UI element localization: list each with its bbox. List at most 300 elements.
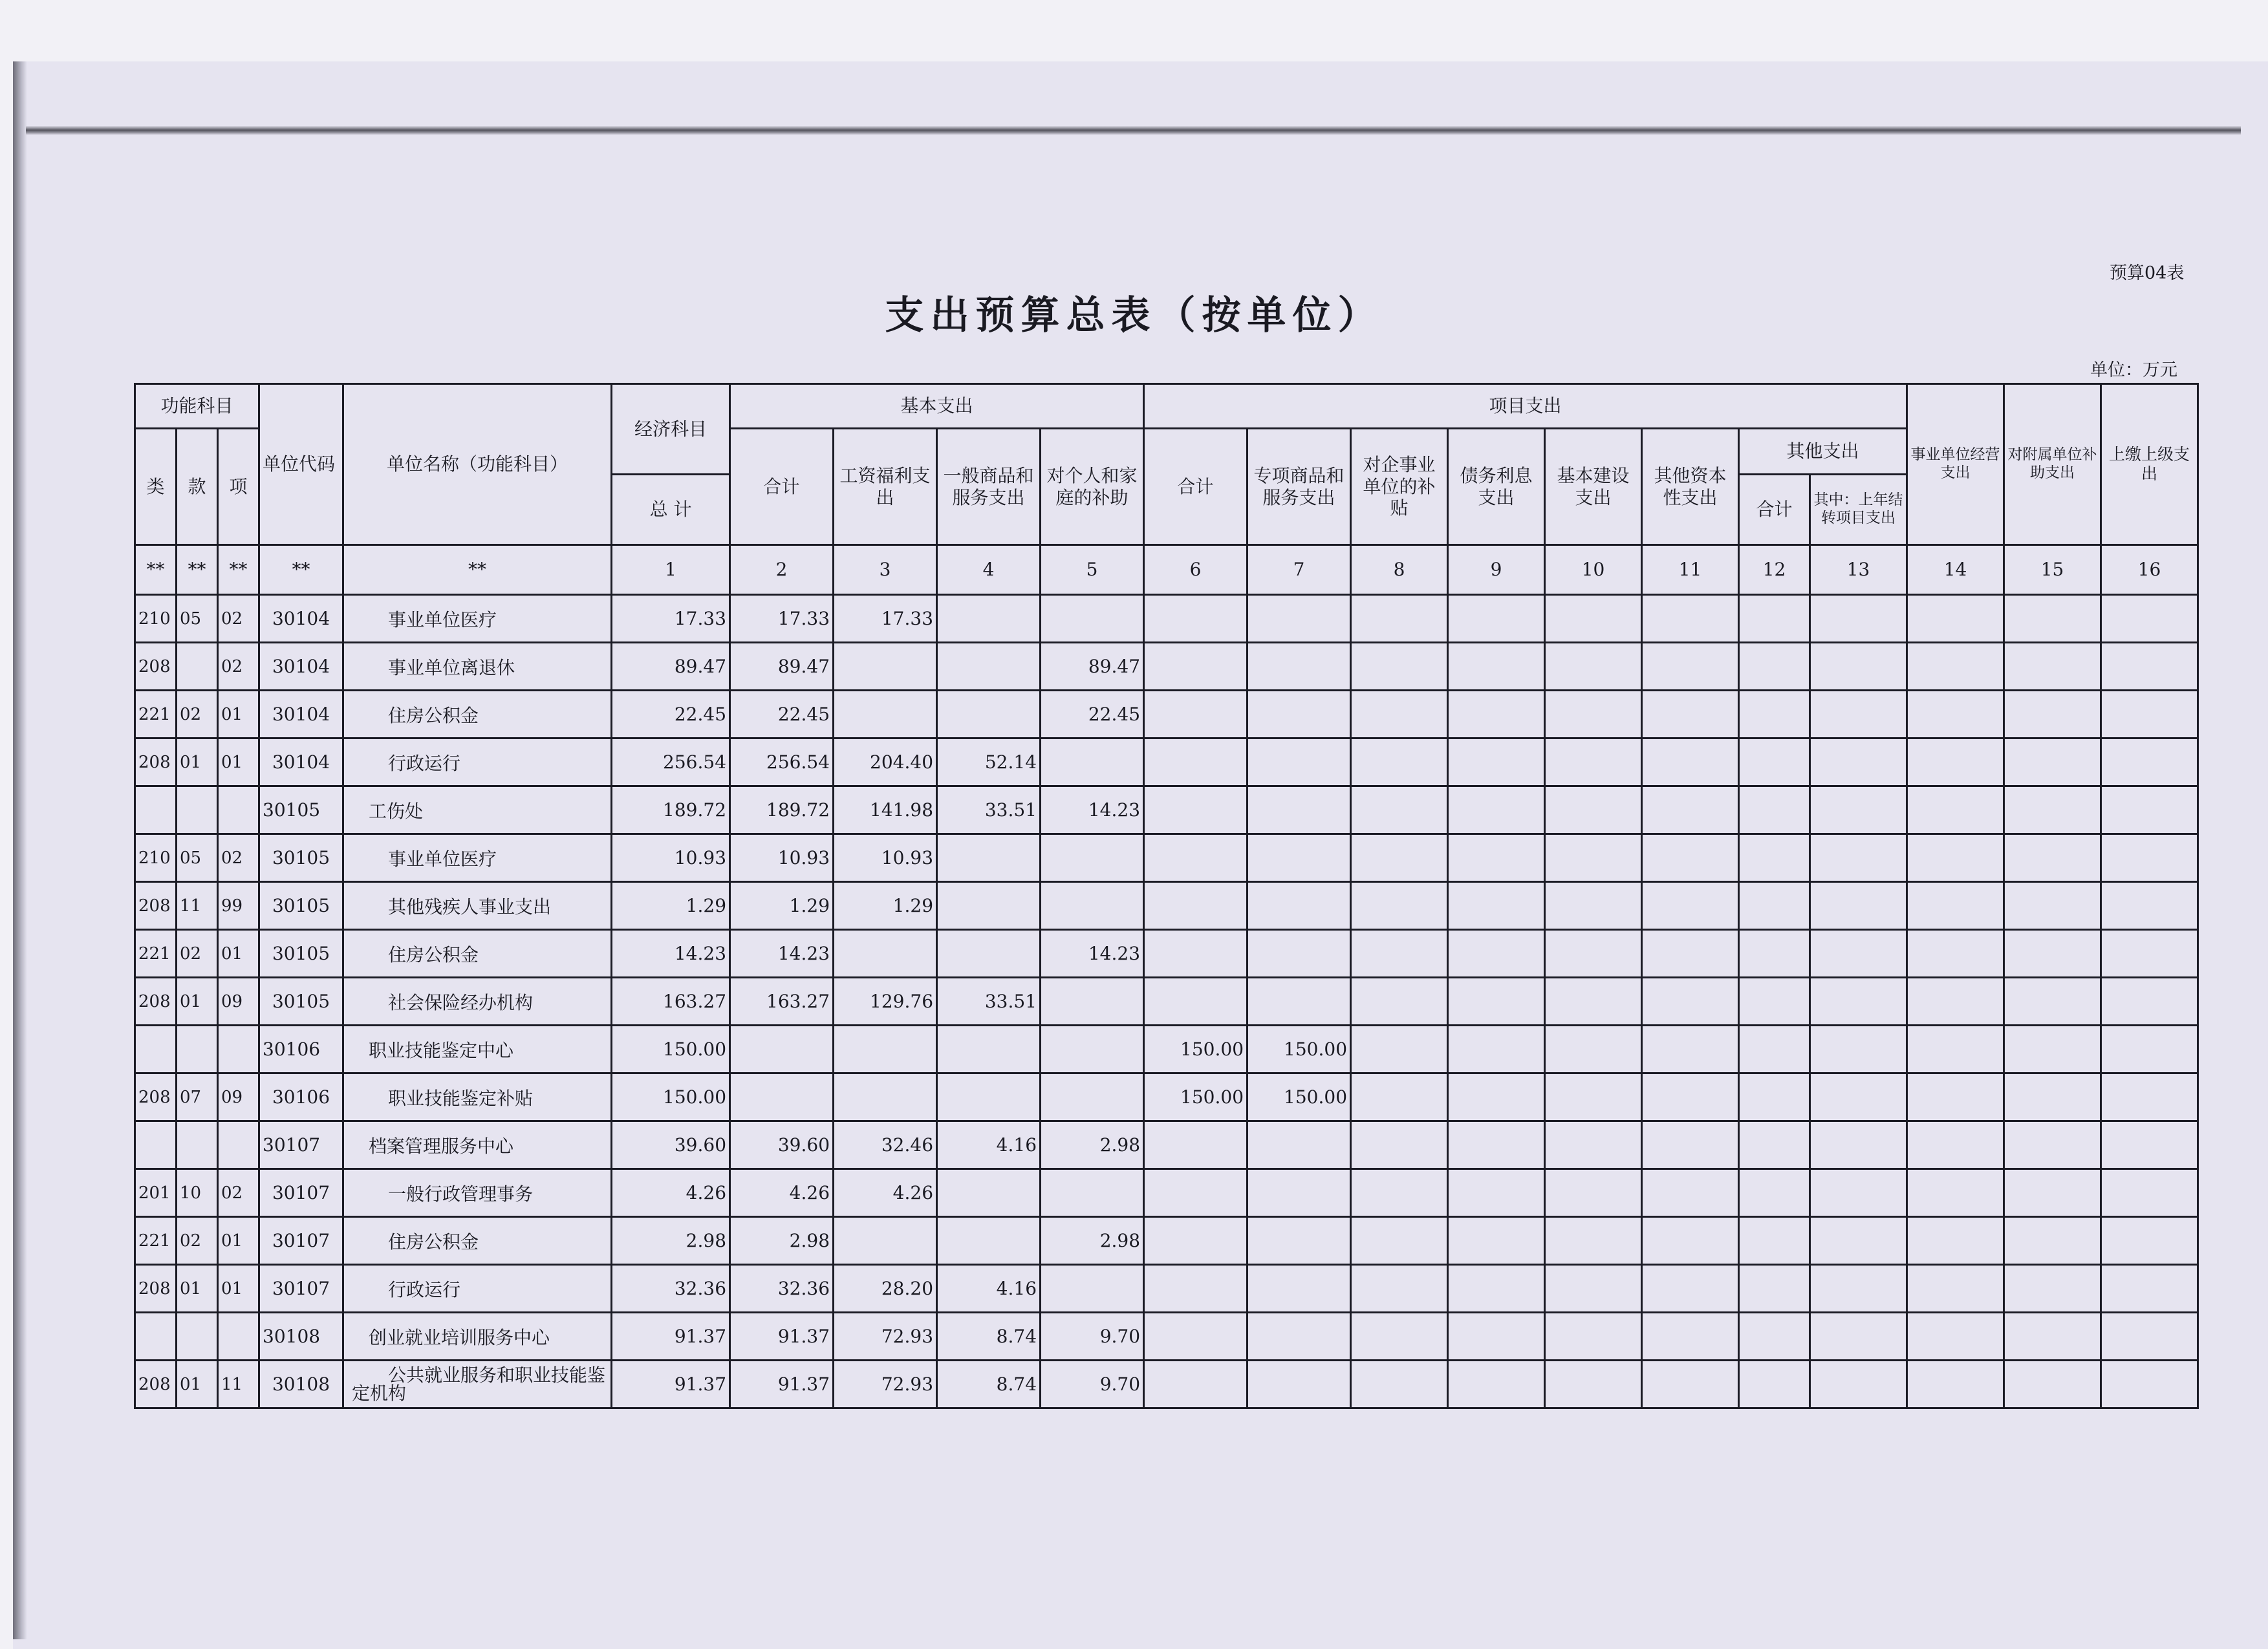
cell-personal [1041,738,1144,786]
cell-empty [1810,786,1907,834]
cell-empty [1448,930,1545,978]
cell-empty [1448,1313,1545,1361]
col-number: 14 [1907,545,2004,595]
cell-empty [1448,882,1545,930]
cell-empty [1642,691,1739,738]
cell-personal [1041,1265,1144,1313]
cell-basic-total: 91.37 [730,1313,834,1361]
cell-empty [1448,1217,1545,1265]
cell-empty [1810,691,1907,738]
cell-basic-total: 39.60 [730,1121,834,1169]
cell-empty [1448,978,1545,1026]
cell-unit-name: 事业单位医疗 [343,834,612,882]
cell-total: 10.93 [612,834,730,882]
cell-empty [1448,1026,1545,1073]
cell-unit-name: 住房公积金 [343,1217,612,1265]
cell-unit-code: 30105 [259,834,343,882]
cell-unit-code: 30105 [259,882,343,930]
cell-empty [1907,786,2004,834]
cell-empty [1810,978,1907,1026]
cell-empty [1810,643,1907,691]
cell-empty [1545,738,1642,786]
col-number: 5 [1041,545,1144,595]
table-row [135,1121,2198,1169]
cell-unit-name: 事业单位医疗 [343,595,612,643]
header-wages: 工资福利支出 [834,429,937,545]
cell-special-goods [1247,1361,1351,1408]
cell-lei: 208 [135,882,177,930]
cell-goods [937,1073,1041,1121]
cell-empty [1739,978,1810,1026]
cell-empty [2004,595,2101,643]
cell-empty [1545,930,1642,978]
cell-empty [1907,834,2004,882]
cell-wages: 72.93 [834,1361,937,1408]
cell-empty [1642,738,1739,786]
cell-goods [937,1169,1041,1217]
cell-empty [1810,1217,1907,1265]
cell-basic-total: 189.72 [730,786,834,834]
cell-empty [2101,1361,2198,1408]
cell-empty [1642,595,1739,643]
cell-empty [1448,786,1545,834]
cell-wages [834,643,937,691]
star-cell: ** [259,545,343,595]
table-row [135,1073,2198,1121]
cell-xiang: 01 [218,691,259,738]
cell-total: 150.00 [612,1073,730,1121]
cell-lei: 208 [135,1073,177,1121]
cell-total: 163.27 [612,978,730,1026]
cell-unit-code: 30104 [259,595,343,643]
cell-lei [135,786,177,834]
cell-empty [2004,1121,2101,1169]
cell-personal: 22.45 [1041,691,1144,738]
cell-empty [2004,978,2101,1026]
table-row [135,786,2198,834]
cell-empty [1351,1313,1448,1361]
table-row [135,1169,2198,1217]
cell-empty [1545,1313,1642,1361]
col-number: 4 [937,545,1041,595]
cell-xiang: 02 [218,1169,259,1217]
cell-kuan: 01 [177,978,218,1026]
cell-wages: 4.26 [834,1169,937,1217]
cell-unit-name: 公共就业服务和职业技能鉴定机构 [343,1361,612,1408]
cell-basic-total: 89.47 [730,643,834,691]
cell-kuan [177,1121,218,1169]
cell-kuan [177,1026,218,1073]
cell-total: 89.47 [612,643,730,691]
cell-wages: 17.33 [834,595,937,643]
cell-xiang: 99 [218,882,259,930]
cell-xiang: 01 [218,1265,259,1313]
cell-xiang: 02 [218,643,259,691]
header-lei: 类 [135,429,177,545]
cell-kuan: 01 [177,1265,218,1313]
cell-kuan [177,786,218,834]
cell-empty [1351,1265,1448,1313]
table-row [135,834,2198,882]
cell-total: 4.26 [612,1169,730,1217]
cell-empty [1351,691,1448,738]
cell-empty [1642,1026,1739,1073]
cell-project-total: 150.00 [1144,1073,1247,1121]
cell-special-goods [1247,1265,1351,1313]
cell-wages: 141.98 [834,786,937,834]
cell-empty [1448,1121,1545,1169]
cell-basic-total: 91.37 [730,1361,834,1408]
cell-total: 150.00 [612,1026,730,1073]
cell-empty [1810,1361,1907,1408]
cell-empty [1810,1073,1907,1121]
cell-empty [1351,595,1448,643]
cell-basic-total: 1.29 [730,882,834,930]
cell-personal: 89.47 [1041,643,1144,691]
cell-personal [1041,595,1144,643]
cell-goods [937,882,1041,930]
cell-unit-name: 工伤处 [343,786,612,834]
cell-empty [1545,978,1642,1026]
cell-personal [1041,978,1144,1026]
cell-wages [834,691,937,738]
cell-personal: 14.23 [1041,786,1144,834]
cell-empty [2101,1313,2198,1361]
cell-basic-total [730,1073,834,1121]
cell-empty [1739,595,1810,643]
cell-lei: 210 [135,595,177,643]
cell-xiang [218,786,259,834]
col-number: 10 [1545,545,1642,595]
table-row [135,1361,2198,1408]
cell-goods: 4.16 [937,1265,1041,1313]
cell-empty [2101,643,2198,691]
header-debt: 债务利息支出 [1448,429,1545,545]
cell-empty [1907,1361,2004,1408]
cell-empty [1739,1073,1810,1121]
cell-kuan: 05 [177,834,218,882]
cell-wages: 204.40 [834,738,937,786]
cell-special-goods: 150.00 [1247,1073,1351,1121]
cell-empty [2101,882,2198,930]
cell-project-total [1144,930,1247,978]
table-row [135,738,2198,786]
cell-total: 22.45 [612,691,730,738]
cell-unit-code: 30106 [259,1073,343,1121]
star-cell: ** [177,545,218,595]
cell-goods [937,1026,1041,1073]
cell-kuan: 02 [177,1217,218,1265]
cell-unit-code: 30104 [259,738,343,786]
cell-empty [1448,834,1545,882]
cell-project-total [1144,1313,1247,1361]
cell-wages: 72.93 [834,1313,937,1361]
cell-empty [2004,738,2101,786]
cell-lei: 208 [135,1265,177,1313]
cell-xiang: 01 [218,738,259,786]
cell-special-goods [1247,882,1351,930]
cell-total: 39.60 [612,1121,730,1169]
cell-special-goods: 150.00 [1247,1026,1351,1073]
cell-kuan: 02 [177,930,218,978]
cell-empty [1448,1169,1545,1217]
table-row [135,978,2198,1026]
cell-lei: 221 [135,691,177,738]
cell-empty [2004,691,2101,738]
cell-xiang [218,1026,259,1073]
cell-empty [2004,786,2101,834]
cell-empty [1739,930,1810,978]
cell-personal: 2.98 [1041,1217,1144,1265]
cell-xiang: 02 [218,595,259,643]
table-row [135,595,2198,643]
cell-empty [1739,834,1810,882]
cell-empty [1739,1026,1810,1073]
cell-project-total [1144,1217,1247,1265]
col-number: 16 [2101,545,2198,595]
star-cell: ** [135,545,177,595]
cell-total: 17.33 [612,595,730,643]
cell-empty [2101,834,2198,882]
cell-unit-code: 30104 [259,643,343,691]
cell-basic-total: 17.33 [730,595,834,643]
cell-empty [2004,643,2101,691]
cell-total: 91.37 [612,1361,730,1408]
cell-wages: 10.93 [834,834,937,882]
cell-basic-total: 256.54 [730,738,834,786]
cell-goods: 8.74 [937,1313,1041,1361]
header-enterprise: 对企事业单位的补贴 [1351,429,1448,545]
cell-empty [1545,1169,1642,1217]
cell-unit-code: 30105 [259,786,343,834]
cell-goods: 33.51 [937,786,1041,834]
cell-xiang [218,1313,259,1361]
header-total: 总 计 [612,475,730,545]
cell-unit-name: 职业技能鉴定中心 [343,1026,612,1073]
cell-empty [1642,930,1739,978]
cell-empty [1351,738,1448,786]
cell-goods [937,643,1041,691]
cell-empty [1448,1073,1545,1121]
col-number: 6 [1144,545,1247,595]
header-other-total: 合计 [1739,475,1810,545]
cell-lei [135,1026,177,1073]
cell-empty [2101,595,2198,643]
cell-empty [1448,595,1545,643]
cell-empty [1810,930,1907,978]
cell-empty [1448,1265,1545,1313]
cell-personal [1041,1169,1144,1217]
cell-empty [1351,786,1448,834]
cell-empty [1810,595,1907,643]
cell-special-goods [1247,834,1351,882]
cell-empty [1545,834,1642,882]
cell-basic-total: 163.27 [730,978,834,1026]
cell-total: 256.54 [612,738,730,786]
cell-special-goods [1247,595,1351,643]
cell-empty [1545,1217,1642,1265]
table-row [135,1313,2198,1361]
cell-unit-code: 30107 [259,1169,343,1217]
cell-wages: 28.20 [834,1265,937,1313]
cell-empty [1545,643,1642,691]
cell-lei: 221 [135,1217,177,1265]
header-kuan: 款 [177,429,218,545]
col-number: 2 [730,545,834,595]
cell-goods [937,1217,1041,1265]
cell-empty [1545,786,1642,834]
cell-empty [1739,1265,1810,1313]
cell-special-goods [1247,1121,1351,1169]
cell-empty [1907,1121,2004,1169]
cell-xiang: 11 [218,1361,259,1408]
header-unit-code: 单位代码 [259,384,343,545]
cell-empty [1907,1265,2004,1313]
cell-basic-total: 2.98 [730,1217,834,1265]
cell-xiang [218,1121,259,1169]
cell-kuan: 05 [177,595,218,643]
cell-empty [2004,930,2101,978]
col-number: 8 [1351,545,1448,595]
cell-project-total [1144,834,1247,882]
cell-empty [1907,595,2004,643]
table-row [135,643,2198,691]
cell-empty [2101,786,2198,834]
cell-lei: 221 [135,930,177,978]
cell-empty [1810,1313,1907,1361]
cell-empty [1810,738,1907,786]
cell-empty [2101,978,2198,1026]
cell-personal [1041,834,1144,882]
cell-unit-name: 职业技能鉴定补贴 [343,1073,612,1121]
cell-project-total [1144,595,1247,643]
cell-lei: 210 [135,834,177,882]
cell-empty [1642,978,1739,1026]
cell-personal [1041,1073,1144,1121]
expenditure-budget-table [134,383,2199,1409]
cell-special-goods [1247,1217,1351,1265]
cell-empty [1907,1073,2004,1121]
cell-empty [1351,1121,1448,1169]
cell-empty [1739,643,1810,691]
cell-empty [1642,834,1739,882]
cell-empty [2004,882,2101,930]
cell-empty [1351,1073,1448,1121]
cell-empty [2101,1217,2198,1265]
cell-goods: 33.51 [937,978,1041,1026]
header-basic: 基本支出 [730,384,1144,429]
cell-empty [1545,1121,1642,1169]
cell-empty [1739,691,1810,738]
cell-kuan: 01 [177,738,218,786]
cell-xiang: 09 [218,978,259,1026]
cell-empty [2101,1121,2198,1169]
cell-empty [2004,1265,2101,1313]
header-other: 其他支出 [1739,429,1907,475]
cell-unit-name: 创业就业培训服务中心 [343,1313,612,1361]
cell-project-total [1144,882,1247,930]
cell-empty [1642,786,1739,834]
cell-empty [2101,1073,2198,1121]
cell-lei: 208 [135,643,177,691]
cell-empty [1545,1073,1642,1121]
cell-special-goods [1247,978,1351,1026]
cell-empty [2101,930,2198,978]
cell-empty [1351,1361,1448,1408]
cell-wages: 129.76 [834,978,937,1026]
table-row [135,1265,2198,1313]
table-row [135,1217,2198,1265]
table-row [135,930,2198,978]
header-goods: 一般商品和服务支出 [937,429,1041,545]
cell-unit-code: 30108 [259,1361,343,1408]
header-xiang: 项 [218,429,259,545]
cell-unit-name: 档案管理服务中心 [343,1121,612,1169]
col-number: 15 [2004,545,2101,595]
cell-kuan: 11 [177,882,218,930]
cell-xiang: 01 [218,1217,259,1265]
cell-empty [1642,1073,1739,1121]
header-func-subject: 功能科目 [135,384,259,429]
header-unit-name: 单位名称（功能科目） [343,384,612,545]
cell-empty [1907,643,2004,691]
cell-empty [1448,1361,1545,1408]
table-header [135,384,2198,595]
cell-lei [135,1121,177,1169]
cell-empty [1810,1169,1907,1217]
cell-xiang: 01 [218,930,259,978]
header-subsidiary: 对附属单位补助支出 [2004,384,2101,545]
cell-empty [2004,1026,2101,1073]
header-basic-total: 合计 [730,429,834,545]
cell-project-total [1144,691,1247,738]
cell-empty [1642,1121,1739,1169]
cell-empty [2004,1217,2101,1265]
cell-empty [1642,1217,1739,1265]
header-other-carry: 其中：上年结转项目支出 [1810,475,1907,545]
cell-kuan: 10 [177,1169,218,1217]
cell-project-total [1144,786,1247,834]
cell-empty [1810,834,1907,882]
cell-empty [2101,1026,2198,1073]
cell-empty [1545,1361,1642,1408]
cell-total: 32.36 [612,1265,730,1313]
cell-empty [1739,786,1810,834]
cell-kuan: 02 [177,691,218,738]
cell-unit-code: 30107 [259,1265,343,1313]
cell-project-total: 150.00 [1144,1026,1247,1073]
cell-empty [1351,882,1448,930]
cell-empty [1739,882,1810,930]
header-superior: 上缴上级支出 [2101,384,2198,545]
cell-lei: 201 [135,1169,177,1217]
cell-special-goods [1247,738,1351,786]
cell-project-total [1144,738,1247,786]
cell-unit-name: 社会保险经办机构 [343,978,612,1026]
header-project: 项目支出 [1144,384,1907,429]
cell-empty [1642,882,1739,930]
table-body [135,595,2198,1408]
cell-unit-code: 30107 [259,1217,343,1265]
cell-kuan [177,643,218,691]
cell-empty [2101,738,2198,786]
cell-wages [834,1217,937,1265]
cell-goods [937,691,1041,738]
cell-empty [1907,1313,2004,1361]
star-cell: ** [343,545,612,595]
header-proj-total: 合计 [1144,429,1247,545]
cell-empty [1907,978,2004,1026]
